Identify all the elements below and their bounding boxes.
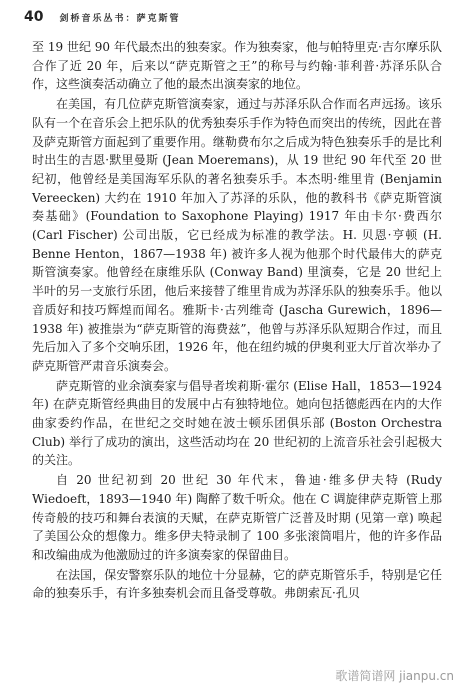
series-title: 剑桥音乐丛书：萨克斯管 xyxy=(59,14,181,24)
paragraph-5: 在法国，保安警察乐队的地位十分显赫，它的萨克斯管乐手，特别是它任命的独奏乐手，有许多独奏机会而且备受尊敬。弗朗索瓦·孔贝 xyxy=(32,567,442,601)
paragraph-2: 在美国，有几位萨克斯管演奏家，通过与苏泽乐队合作而名声远扬。该乐队有一个在音乐会上把乐队的优秀独奏乐手作为特色而突出的传统，因此在普及萨克斯管方面起到了重要作用。继勒费布尔之后成为特色独奏乐手的是比利时出生的吉恩·默里曼斯 (Jean Moeremans)，从 19 世纪 90 年代至 20 世纪初，他曾经是美国海军乐队的著名独奏乐手。本杰明·维里肯 (Benjamin Vereecken) 大约在 1910 年加入了苏泽的乐队，他的教科书《萨克斯管演奏基础》(Foundation to Saxophone Playing) 1917 年由卡尔·费西尔 (Carl Fischer) 公司出版，它已经成为标准的教学法。H. 贝恩·亨顿 (H. Benne Henton，1867—1938 年) 被许多人视为他那个时代最伟大的萨克斯管演奏家。他曾经在康维乐队 (Conway Band) 里演奏，它是 20 世纪上半叶的另一支旅行乐团，他后来接替了维里肯成为苏泽乐队的独奏乐手。他以音质好和技巧辉煌而闻名。雅斯卡·古列维奇 (Jascha Gurewich，1896—1938 年) 被推崇为“萨克斯管的海费兹”，他曾与苏泽乐队短期合作过，而且先后加入了多个交响乐团，1926 年，他在纽约城的伊奥利亚大厅首次举办了萨克斯管严肃音乐演奏会。 xyxy=(32,97,442,373)
watermark: 歌谱简谱网 jianpu.cn xyxy=(335,669,454,683)
page-number: 40 xyxy=(24,9,44,25)
paragraph-4: 自 20 世纪初到 20 世纪 30 年代末，鲁迪·维多伊夫特 (Rudy Wiedoeft，1893—1940 年) 陶醉了数千听众。他在 C 调旋律萨克斯管上那传奇般的技巧和舞台表演的天赋，在萨克斯管广泛普及时期 (见第一章) 唤起了美国公众的想像力。维多伊夫特录制了 100 多张滚筒唱片，他的许多作品和改编曲成为他激励过的许多演奏家的保留曲目。 xyxy=(32,473,442,562)
running-header xyxy=(24,9,444,27)
body-text xyxy=(32,38,442,604)
paragraph-1: 至 19 世纪 90 年代最杰出的独奏家。作为独奏家，他与帕特里克·吉尔摩乐队合作了近 20 年，后来以“萨克斯管之王”的称号与约翰·菲利普·苏泽乐队合作，这些演奏活动确立了他的最杰出演奏家的地位。 xyxy=(32,40,442,92)
paragraph-3: 萨克斯管的业余演奏家与倡导者埃莉斯·霍尔 (Elise Hall，1853—1924 年) 在萨克斯管经典曲目的发展中占有独特地位。她向包括德彪西在内的大作曲家委约作品，在世纪之交时她在波士顿乐团俱乐部 (Boston Orchestra Club) 举行了成功的演出，这些活动均在 20 世纪初的上流音乐社会引起极大的关注。 xyxy=(32,378,442,468)
